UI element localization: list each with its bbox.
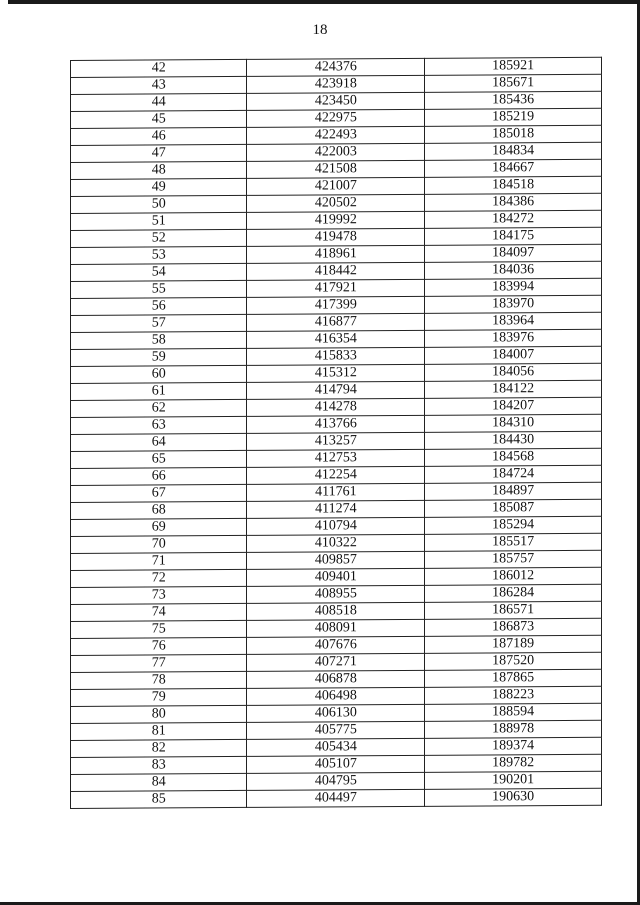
value-b-cell: 184667	[425, 159, 602, 177]
row-index-cell: 60	[71, 365, 247, 383]
row-index-cell: 56	[71, 297, 247, 315]
row-index-cell: 52	[71, 229, 247, 247]
value-b-cell: 183976	[425, 329, 602, 347]
value-b-cell: 184310	[425, 414, 602, 432]
row-index-cell: 58	[71, 331, 247, 349]
value-b-cell: 189374	[425, 737, 602, 755]
value-b-cell: 189782	[425, 754, 602, 772]
value-a-cell: 405434	[247, 738, 425, 756]
row-index-cell: 69	[71, 518, 247, 536]
row-index-cell: 68	[71, 501, 247, 519]
row-index-cell: 63	[71, 416, 247, 434]
value-b-cell: 184122	[425, 380, 602, 398]
value-b-cell: 188223	[425, 686, 602, 704]
value-b-cell: 184056	[425, 363, 602, 381]
value-a-cell: 404497	[247, 789, 425, 807]
value-b-cell: 186012	[425, 567, 602, 585]
value-b-cell: 185921	[425, 57, 602, 75]
value-b-cell: 184518	[425, 176, 602, 194]
row-index-cell: 70	[71, 535, 247, 553]
value-b-cell: 183970	[425, 295, 602, 313]
value-b-cell: 186284	[425, 584, 602, 602]
row-index-cell: 81	[71, 722, 247, 740]
value-a-cell: 413257	[247, 432, 425, 450]
value-a-cell: 407271	[247, 653, 425, 671]
value-a-cell: 416877	[247, 313, 425, 331]
value-a-cell: 420502	[247, 194, 425, 212]
row-index-cell: 54	[71, 263, 247, 281]
value-a-cell: 416354	[247, 330, 425, 348]
value-b-cell: 184430	[425, 431, 602, 449]
value-a-cell: 405775	[247, 721, 425, 739]
row-index-cell: 67	[71, 484, 247, 502]
row-index-cell: 51	[71, 212, 247, 230]
value-b-cell: 186571	[425, 601, 602, 619]
value-b-cell: 184386	[425, 193, 602, 211]
value-a-cell: 411761	[247, 483, 425, 501]
value-a-cell: 407676	[247, 636, 425, 654]
value-a-cell: 419992	[247, 211, 425, 229]
value-b-cell: 188978	[425, 720, 602, 738]
value-b-cell: 185517	[425, 533, 602, 551]
value-b-cell: 185219	[425, 108, 602, 126]
value-a-cell: 414794	[247, 381, 425, 399]
row-index-cell: 49	[71, 178, 247, 196]
value-b-cell: 184568	[425, 448, 602, 466]
data-table	[70, 57, 602, 809]
value-b-cell: 184097	[425, 244, 602, 262]
value-a-cell: 412254	[247, 466, 425, 484]
row-index-cell: 45	[71, 110, 247, 128]
row-index-cell: 65	[71, 450, 247, 468]
row-index-cell: 78	[71, 671, 247, 689]
row-index-cell: 66	[71, 467, 247, 485]
value-a-cell: 404795	[247, 772, 425, 790]
row-index-cell: 55	[71, 280, 247, 298]
value-b-cell: 190630	[425, 788, 602, 806]
value-a-cell: 409857	[247, 551, 425, 569]
row-index-cell: 42	[71, 59, 247, 77]
value-a-cell: 413766	[247, 415, 425, 433]
value-a-cell: 410794	[247, 517, 425, 535]
value-a-cell: 408955	[247, 585, 425, 603]
value-a-cell: 414278	[247, 398, 425, 416]
value-a-cell: 418442	[247, 262, 425, 280]
row-index-cell: 64	[71, 433, 247, 451]
row-index-cell: 53	[71, 246, 247, 264]
value-b-cell: 184897	[425, 482, 602, 500]
row-index-cell: 62	[71, 399, 247, 417]
table-body	[71, 57, 602, 808]
value-b-cell: 186873	[425, 618, 602, 636]
scan-border-top	[8, 0, 640, 4]
value-b-cell: 185018	[425, 125, 602, 143]
row-index-cell: 61	[71, 382, 247, 400]
value-b-cell: 184272	[425, 210, 602, 228]
value-a-cell: 419478	[247, 228, 425, 246]
row-index-cell: 85	[71, 790, 247, 808]
value-a-cell: 412753	[247, 449, 425, 467]
value-b-cell: 190201	[425, 771, 602, 789]
value-a-cell: 417399	[247, 296, 425, 314]
value-b-cell: 184724	[425, 465, 602, 483]
value-b-cell: 185671	[425, 74, 602, 92]
row-index-cell: 59	[71, 348, 247, 366]
row-index-cell: 73	[71, 586, 247, 604]
value-b-cell: 184207	[425, 397, 602, 415]
row-index-cell: 44	[71, 93, 247, 111]
value-b-cell: 184007	[425, 346, 602, 364]
value-b-cell: 184036	[425, 261, 602, 279]
value-b-cell: 188594	[425, 703, 602, 721]
value-a-cell: 406130	[247, 704, 425, 722]
value-b-cell: 184834	[425, 142, 602, 160]
row-index-cell: 48	[71, 161, 247, 179]
row-index-cell: 57	[71, 314, 247, 332]
value-a-cell: 421508	[247, 160, 425, 178]
table-row	[71, 788, 602, 808]
row-index-cell: 71	[71, 552, 247, 570]
row-index-cell: 82	[71, 739, 247, 757]
value-a-cell: 422975	[247, 109, 425, 127]
value-b-cell: 185436	[425, 91, 602, 109]
row-index-cell: 50	[71, 195, 247, 213]
value-a-cell: 417921	[247, 279, 425, 297]
row-index-cell: 46	[71, 127, 247, 145]
row-index-cell: 75	[71, 620, 247, 638]
value-a-cell: 411274	[247, 500, 425, 518]
row-index-cell: 47	[71, 144, 247, 162]
value-a-cell: 424376	[247, 58, 425, 76]
row-index-cell: 84	[71, 773, 247, 791]
value-a-cell: 409401	[247, 568, 425, 586]
value-a-cell: 422493	[247, 126, 425, 144]
row-index-cell: 77	[71, 654, 247, 672]
row-index-cell: 43	[71, 76, 247, 94]
row-index-cell: 83	[71, 756, 247, 774]
row-index-cell: 74	[71, 603, 247, 621]
row-index-cell: 72	[71, 569, 247, 587]
row-index-cell: 79	[71, 688, 247, 706]
value-b-cell: 185087	[425, 499, 602, 517]
value-b-cell: 185294	[425, 516, 602, 534]
value-a-cell: 423450	[247, 92, 425, 110]
value-a-cell: 415833	[247, 347, 425, 365]
value-a-cell: 418961	[247, 245, 425, 263]
row-index-cell: 80	[71, 705, 247, 723]
value-b-cell: 185757	[425, 550, 602, 568]
value-b-cell: 187865	[425, 669, 602, 687]
value-a-cell: 422003	[247, 143, 425, 161]
value-a-cell: 423918	[247, 75, 425, 93]
value-b-cell: 187189	[425, 635, 602, 653]
value-a-cell: 408091	[247, 619, 425, 637]
value-a-cell: 410322	[247, 534, 425, 552]
value-b-cell: 184175	[425, 227, 602, 245]
page-number: 18	[312, 22, 328, 38]
value-b-cell: 183964	[425, 312, 602, 330]
value-b-cell: 183994	[425, 278, 602, 296]
value-b-cell: 187520	[425, 652, 602, 670]
value-a-cell: 415312	[247, 364, 425, 382]
value-a-cell: 408518	[247, 602, 425, 620]
value-a-cell: 421007	[247, 177, 425, 195]
value-a-cell: 406498	[247, 687, 425, 705]
row-index-cell: 76	[71, 637, 247, 655]
value-a-cell: 406878	[247, 670, 425, 688]
value-a-cell: 405107	[247, 755, 425, 773]
